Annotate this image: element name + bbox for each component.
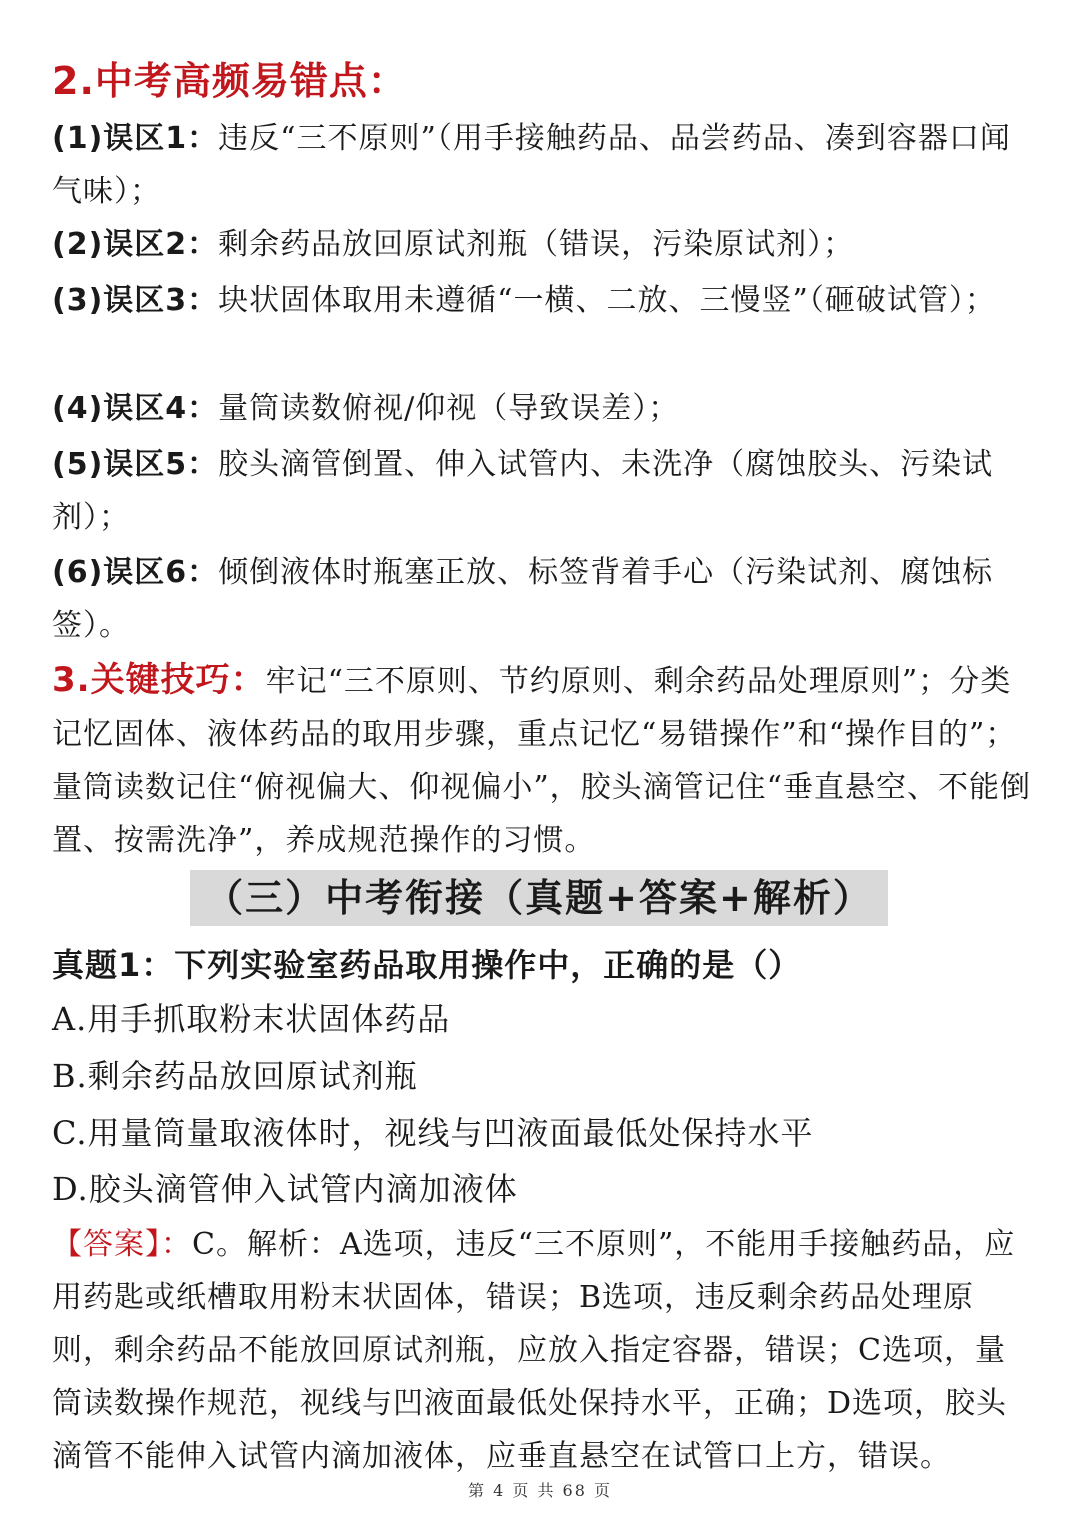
mistake-item-lead: (4)误区4： (52, 391, 219, 426)
mistake-item-text: 块状固体取用未遵循“一横、二放、三慢竖”（砸破试管）； (218, 283, 996, 318)
mistake-item-text: 量筒读数俯视/仰视（导致误差）； (218, 391, 680, 426)
mistake-item-6 (52, 546, 1032, 652)
mistake-item-text: 违反“三不原则”（用手接触药品、品尝药品、凑到容器口闻气味）； (52, 121, 1011, 209)
mistake-item-text: 胶头滴管倒置、伸入试管内、未洗净（腐蚀胶头、污染试剂）； (52, 447, 994, 535)
option-b: B.剩余药品放回原试剂瓶 (52, 1057, 418, 1095)
mistake-item-lead: (1)误区1： (52, 121, 219, 156)
option-d: D.胶头滴管伸入试管内滴加液体 (52, 1170, 518, 1208)
answer-explanation: C。解析：A选项，违反“三不原则”，不能用手接触药品，应用药匙或纸槽取用粉末状固体，错误；B选项，违反剩余药品处理原则，剩余药品不能放回原试剂瓶，应放入指定容器，错误；C选项，量筒读数操作规范，视线与凹液面最低处保持水平，正确；D选项，胶头滴管不能伸入试管内滴加液体，应垂直悬空在试管口上方，错误。 (52, 1227, 1016, 1474)
mistake-item-text: 剩余药品放回原试剂瓶（错误，污染原试剂）； (218, 227, 855, 262)
section-2-heading: 2.中考高频易错点： (52, 59, 407, 103)
option-c: C.用量筒量取液体时，视线与凹液面最低处保持水平 (52, 1114, 814, 1152)
exam-section-banner: （三）中考衔接（真题+答案+解析） (190, 870, 888, 926)
mistake-item-lead: (2)误区2： (52, 227, 219, 262)
mistake-item-lead: (3)误区3： (52, 283, 219, 318)
option-a: A.用手抓取粉末状固体药品 (52, 1000, 451, 1038)
mistake-item-lead: (6)误区6： (52, 555, 219, 590)
mistake-item-lead: (5)误区5： (52, 447, 219, 482)
answer-label: 【答案】： (52, 1227, 192, 1262)
question-title: 真题1：下列实验室药品取用操作中，正确的是（） (52, 946, 802, 984)
mistake-item-4 (52, 382, 1032, 435)
mistake-item-text: 倾倒液体时瓶塞正放、标签背着手心（污染试剂、腐蚀标签）。 (52, 555, 994, 643)
key-tips-text: 牢记“三不原则、节约原则、剩余药品处理原则”；分类记忆固体、液体药品的取用步骤，重点记忆“易错操作”和“操作目的”；量筒读数记住“俯视偏大、仰视偏小”，胶头滴管记住“垂直悬空、不能倒置、按需洗净”，养成规范操作的习惯。 (52, 664, 1032, 858)
mistake-item-5 (52, 438, 1032, 544)
page-number-footer: 第 4 页 共 68 页 (468, 1481, 612, 1500)
section-3-heading: 3.关键技巧： (52, 660, 266, 700)
mistake-item-1 (52, 112, 1032, 218)
mistake-item-3 (52, 274, 1032, 327)
key-tips-paragraph (52, 654, 1032, 867)
answer-paragraph (52, 1218, 1032, 1483)
mistake-item-2 (52, 218, 1032, 271)
